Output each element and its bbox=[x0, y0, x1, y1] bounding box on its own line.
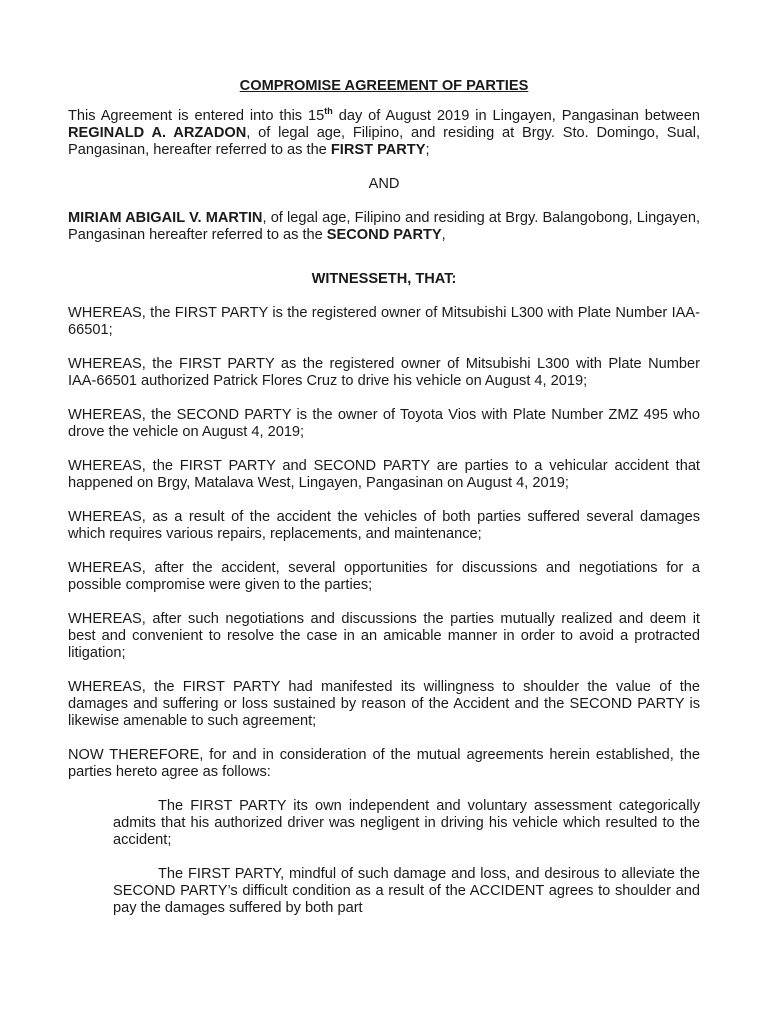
witnesseth-heading: WITNESSETH, THAT: bbox=[311, 271, 457, 287]
whereas-clause: WHEREAS, after such negotiations and discussions the parties mutually realized and deem it best and convenient to resolve the case in an amicable manner in order to avoid a protracted litigation; bbox=[68, 611, 700, 661]
first-party-label: FIRST PARTY bbox=[330, 142, 426, 158]
whereas-clause: WHEREAS, as a result of the accident the vehicles of both parties suffered several damages which requires various repairs, replacements, and maintenance; bbox=[68, 509, 700, 542]
first-party-name: REGINALD A. ARZADON bbox=[68, 125, 247, 141]
document-title: COMPROMISE AGREEMENT OF PARTIES bbox=[239, 78, 529, 94]
second-party-label: SECOND PARTY bbox=[326, 227, 442, 243]
document-page bbox=[68, 78, 700, 917]
whereas-clause: WHEREAS, the FIRST PARTY and SECOND PARTY are parties to a vehicular accident that happened on Brgy, Matalava West, Lingayen, Pangasinan on August 4, 2019; bbox=[68, 458, 700, 491]
whereas-clause: WHEREAS, the FIRST PARTY is the registered owner of Mitsubishi L300 with Plate Number IAA-66501; bbox=[68, 305, 700, 338]
second-party-name: MIRIAM ABIGAIL V. MARTIN bbox=[68, 210, 263, 226]
second-text-2: , bbox=[441, 227, 446, 243]
whereas-clause: WHEREAS, the SECOND PARTY is the owner of Toyota Vios with Plate Number ZMZ 495 who drove the vehicle on August 4, 2019; bbox=[68, 407, 700, 440]
whereas-clause: WHEREAS, the FIRST PARTY as the registered owner of Mitsubishi L300 with Plate Number IAA-66501 authorized Patrick Flores Cruz to drive his vehicle on August 4, 2019; bbox=[68, 356, 700, 389]
now-therefore-paragraph: NOW THEREFORE, for and in consideration of the mutual agreements herein established, the parties hereto agree as follows: bbox=[68, 747, 700, 780]
intro-text-1: This Agreement is entered into this 15 bbox=[68, 108, 325, 124]
intro-text-4: ; bbox=[425, 142, 430, 158]
intro-text-3: , of legal age, Filipino, and residing at Brgy. Sto. Domingo, Sual, Pangasinan, hereafter referred to as the bbox=[68, 125, 700, 158]
agreement-term: The FIRST PARTY its own independent and voluntary assessment categorically admits that his authorized driver was negligent in driving his vehicle which resulted to the accident; bbox=[113, 798, 700, 848]
second-text-1: , of legal age, Filipino and residing at Brgy. Balangobong, Lingayen, Pangasinan hereafter referred to as the bbox=[68, 210, 701, 243]
intro-paragraph bbox=[68, 108, 700, 159]
agreement-term: The FIRST PARTY, mindful of such damage and loss, and desirous to alleviate the SECOND PARTY’s difficult condition as a result of the ACCIDENT agrees to shoulder and pay the damages suffered by both part bbox=[113, 866, 700, 916]
intro-superscript: th bbox=[324, 106, 333, 117]
and-separator: AND bbox=[368, 176, 400, 192]
second-party-paragraph bbox=[68, 210, 700, 244]
whereas-clause: WHEREAS, after the accident, several opportunities for discussions and negotiations for a possible compromise were given to the parties; bbox=[68, 560, 700, 593]
intro-text-2: day of August 2019 in Lingayen, Pangasinan between bbox=[332, 108, 700, 124]
whereas-clause: WHEREAS, the FIRST PARTY had manifested its willingness to shoulder the value of the damages and suffering or loss sustained by reason of the Accident and the SECOND PARTY is likewise amenable to such agreement; bbox=[68, 679, 700, 729]
